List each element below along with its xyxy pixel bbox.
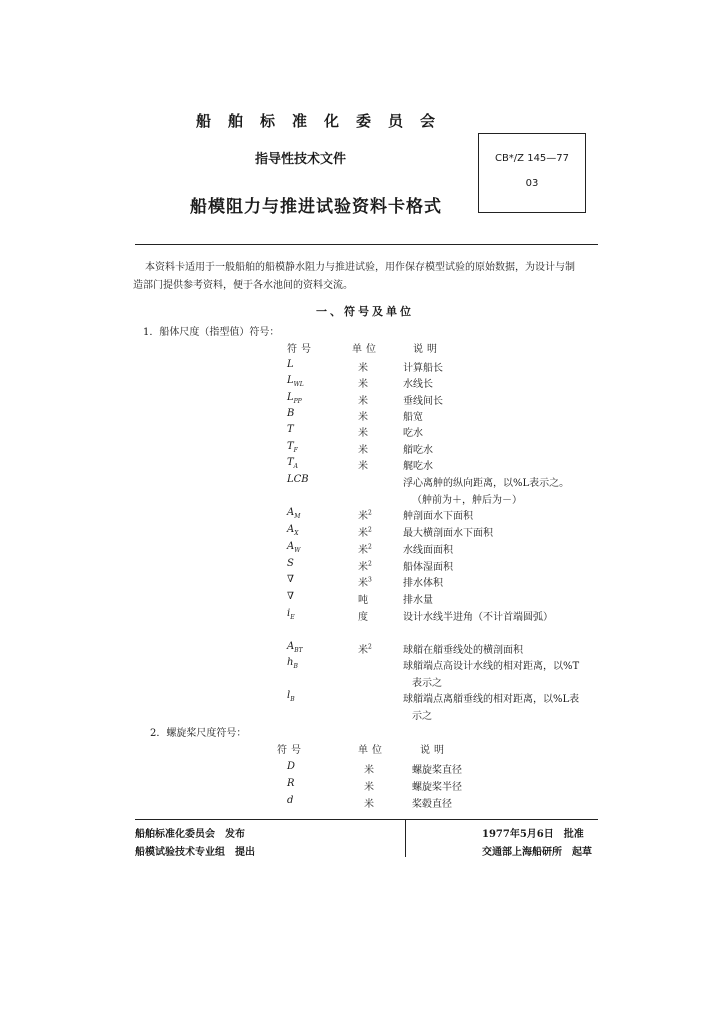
- symbol-subscript: W: [294, 547, 301, 554]
- symbol-letter: L: [287, 375, 294, 386]
- unit-cell: [358, 541, 372, 556]
- description-cell: 最大横剖面水下面积: [403, 528, 493, 539]
- symbol-letter: LCB: [287, 474, 309, 485]
- symbol-letter: ∇: [287, 591, 294, 602]
- symbol-letter: A: [287, 541, 295, 552]
- unit-cell: [358, 359, 368, 374]
- unit-exponent: 2: [368, 526, 372, 534]
- table2-header-symbol: 符号: [277, 745, 305, 756]
- symbol-cell: [287, 392, 302, 405]
- unit-text: 米: [358, 545, 368, 556]
- symbol-cell: [287, 441, 298, 454]
- table1-header-symbol: 符号: [287, 344, 315, 355]
- footer-publisher: 船舶标准化委员会 发布: [135, 829, 245, 840]
- unit-text: 米: [358, 396, 368, 407]
- symbol-letter: h: [287, 657, 294, 668]
- symbol-cell: [287, 524, 299, 537]
- symbol-letter: S: [287, 558, 294, 569]
- symbol-letter: ∇: [287, 574, 294, 585]
- symbol-cell: [287, 457, 298, 470]
- description-cell: 舯剖面水下面积: [403, 511, 473, 522]
- unit-text: 米: [358, 645, 368, 656]
- unit-text: 米: [358, 562, 368, 573]
- description-cell: 计算船长: [403, 363, 443, 374]
- unit-cell: [358, 558, 372, 573]
- symbol-cell: [287, 641, 303, 654]
- unit-cell: [358, 392, 368, 407]
- symbol-letter: l: [287, 690, 291, 701]
- unit-text: 米: [358, 528, 368, 539]
- symbol-letter: T: [287, 441, 294, 452]
- unit-text: 米: [358, 461, 368, 472]
- symbol-letter: i: [287, 608, 291, 619]
- unit-cell: [358, 608, 368, 623]
- symbol-letter: L: [287, 359, 294, 370]
- unit-cell: [358, 641, 372, 656]
- symbol-subscript: B: [290, 696, 295, 703]
- description-cell: 艉吃水: [403, 461, 433, 472]
- description-cell: 球艏端点离艏垂线的相对距离，以%L表: [403, 694, 580, 705]
- description-cell: 水线面面积: [403, 545, 453, 556]
- symbol-subscript: F: [293, 447, 298, 454]
- symbol-cell: [287, 574, 294, 585]
- intro-line-2: 造部门提供参考资料，便于各水池间的资料交流。: [133, 280, 353, 291]
- unit-text: 米: [358, 428, 368, 439]
- unit-cell: [358, 441, 368, 456]
- table2-header-description: 说明: [420, 745, 448, 756]
- symbol-letter: A: [287, 524, 295, 535]
- description-cell: 艏吃水: [403, 445, 433, 456]
- propeller-unit-cell: 米: [364, 765, 374, 776]
- description-cell: 吃水: [403, 428, 423, 439]
- description-cell-continued: 示之: [412, 711, 432, 722]
- unit-exponent: 2: [368, 560, 372, 568]
- symbol-letter: A: [287, 641, 295, 652]
- unit-text: 米: [358, 511, 368, 522]
- unit-text: 米: [358, 412, 368, 423]
- unit-cell: [358, 507, 372, 522]
- unit-cell: [358, 524, 372, 539]
- unit-text: 米: [358, 445, 368, 456]
- footer-divider: [135, 819, 598, 820]
- unit-text: 米: [358, 578, 368, 589]
- section-heading: 一、符号及单位: [316, 305, 414, 318]
- table2-header-unit: 单位: [358, 745, 386, 756]
- committee-name: 船舶标准化委员会: [196, 112, 453, 130]
- symbol-subscript: B: [293, 663, 298, 670]
- symbol-subscript: X: [294, 530, 299, 537]
- propeller-description-cell: 螺旋桨半径: [412, 782, 462, 793]
- symbol-cell: [287, 591, 294, 602]
- symbol-cell: [287, 558, 294, 569]
- symbol-subscript: M: [294, 513, 301, 520]
- standard-code-number: 03: [525, 178, 539, 189]
- subsection-propeller-dimensions: 2．螺旋桨尺度符号：: [150, 728, 247, 739]
- description-cell-continued: （舯前为＋，舯后为－）: [412, 495, 522, 506]
- symbol-cell: [287, 657, 298, 670]
- description-cell: 设计水线半进角（不计首端圆弧）: [403, 612, 553, 623]
- unit-text: 米: [358, 363, 368, 374]
- unit-cell: [358, 591, 368, 606]
- symbol-letter: T: [287, 424, 294, 435]
- unit-exponent: 2: [368, 543, 372, 551]
- symbol-cell: [287, 424, 294, 435]
- propeller-symbol-cell: D: [287, 761, 296, 772]
- symbol-cell: [287, 408, 294, 419]
- description-cell: 浮心离舯的纵向距离，以%L表示之。: [403, 478, 570, 489]
- unit-cell: [358, 574, 372, 589]
- footer-proposer: 船模试验技术专业组 提出: [135, 847, 255, 858]
- symbol-cell: [287, 690, 295, 703]
- description-cell: 船体湿面积: [403, 562, 453, 573]
- symbol-letter: T: [287, 457, 294, 468]
- table1-header-description: 说明: [413, 344, 441, 355]
- symbol-subscript: E: [290, 614, 295, 621]
- symbol-subscript: BT: [294, 647, 303, 654]
- propeller-unit-cell: 米: [364, 799, 374, 810]
- description-cell: 排水体积: [403, 578, 443, 589]
- unit-exponent: 2: [368, 643, 372, 651]
- unit-text: 度: [358, 612, 368, 623]
- symbol-cell: [287, 375, 304, 388]
- footer-column-divider: [405, 820, 406, 857]
- propeller-description-cell: 螺旋桨直径: [412, 765, 462, 776]
- unit-cell: [358, 457, 368, 472]
- footer-drafter: 交通部上海船研所 起草: [482, 847, 592, 858]
- document-type: 指导性技术文件: [255, 152, 347, 167]
- propeller-description-cell: 桨毂直径: [412, 799, 452, 810]
- propeller-symbol-cell: R: [287, 778, 295, 789]
- symbol-cell: [287, 359, 294, 370]
- symbol-letter: B: [287, 408, 295, 419]
- description-cell: 排水量: [403, 595, 433, 606]
- symbol-subscript: WL: [293, 381, 304, 388]
- description-cell-continued: 表示之: [412, 678, 442, 689]
- description-cell: 垂线间长: [403, 396, 443, 407]
- description-cell: 船宽: [403, 412, 423, 423]
- standard-code: CB*/Z 145—77: [494, 153, 570, 164]
- intro-line-1: 本资料卡适用于一般船舶的船模静水阻力与推进试验，用作保存模型试验的原始数据，为设计与制: [145, 262, 575, 273]
- unit-cell: [358, 408, 368, 423]
- subsection-hull-dimensions: 1．船体尺度（指型值）符号：: [143, 327, 280, 338]
- propeller-symbol-cell: d: [287, 795, 294, 806]
- description-cell: 水线长: [403, 379, 433, 390]
- unit-text: 米: [358, 379, 368, 390]
- description-cell: 球艏端点高设计水线的相对距离，以%T: [403, 661, 580, 672]
- symbol-cell: [287, 541, 300, 554]
- standard-code-box: [478, 133, 586, 213]
- table1-header-unit: 单位: [352, 344, 380, 355]
- unit-exponent: 3: [368, 576, 372, 584]
- symbol-cell: [287, 608, 295, 621]
- propeller-unit-cell: 米: [364, 782, 374, 793]
- footer-approval-date: 1977年5月6日 批准: [482, 829, 584, 840]
- header-divider: [135, 244, 598, 245]
- symbol-cell: [287, 507, 300, 520]
- unit-exponent: 2: [368, 509, 372, 517]
- symbol-letter: L: [287, 392, 294, 403]
- symbol-subscript: PP: [293, 398, 302, 405]
- unit-text: 吨: [358, 595, 368, 606]
- symbol-subscript: A: [293, 463, 299, 470]
- unit-cell: [358, 424, 368, 439]
- document-title: 船模阻力与推进试验资料卡格式: [190, 197, 442, 217]
- unit-cell: [358, 375, 368, 390]
- description-cell: 球艏在艏垂线处的横剖面积: [403, 645, 523, 656]
- symbol-cell: [287, 474, 309, 485]
- symbol-letter: A: [287, 507, 295, 518]
